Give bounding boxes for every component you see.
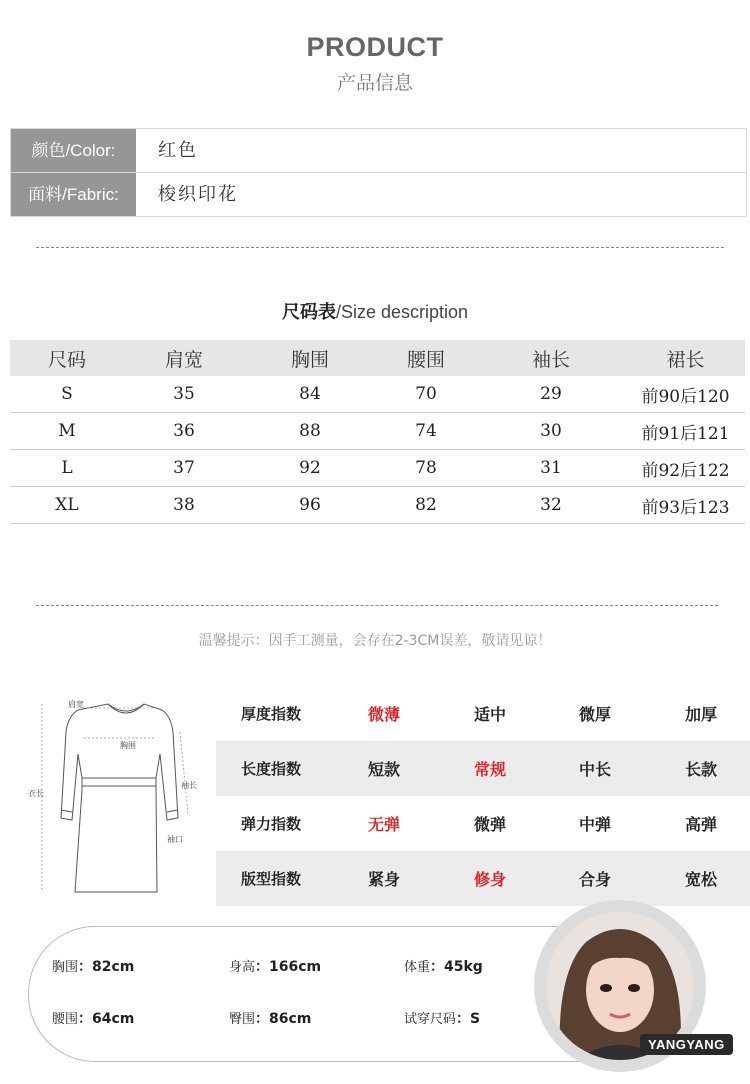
model-waist-value: ：64cm — [78, 1011, 135, 1027]
model-size — [404, 1008, 480, 1028]
attr-option: 短款 — [367, 760, 400, 779]
column-header: 袖长 — [531, 348, 570, 371]
table-cell: L — [61, 458, 73, 478]
model-hip-value: ：86cm — [255, 1011, 312, 1027]
model-chest — [52, 956, 134, 976]
table-cell: 82 — [415, 495, 437, 515]
model-weight-value: ：45kg — [430, 959, 483, 975]
table-row — [10, 376, 745, 413]
attr-name: 版型指数 — [240, 870, 301, 888]
table-row — [10, 450, 745, 487]
size-title-rest: /Size description — [335, 302, 469, 322]
table-cell: 74 — [415, 421, 437, 441]
attr-option-selected: 无弹 — [367, 815, 400, 834]
attr-option: 中弹 — [578, 815, 611, 834]
measurement-tip: 温馨提示：因手工测量，会存在2-3CM误差，敬请见谅！ — [198, 633, 552, 649]
model-name-tag: YANGYANG — [640, 1034, 733, 1055]
product-info-table — [10, 128, 747, 217]
model-chest-label: 胸围 — [52, 960, 79, 975]
page-title: PRODUCT — [306, 32, 444, 62]
size-table — [10, 340, 745, 524]
model-weight-label: 体重 — [404, 960, 431, 975]
table-cell: 35 — [173, 384, 195, 404]
attr-name: 弹力指数 — [240, 815, 301, 833]
size-title-bold: 尺码表 — [281, 302, 336, 322]
table-cell: 36 — [173, 421, 195, 441]
info-value: 梭织印花 — [158, 184, 238, 205]
attr-option: 加厚 — [684, 705, 717, 724]
attr-row-length — [216, 741, 750, 796]
attr-row-thickness — [216, 686, 750, 741]
column-header: 胸围 — [290, 348, 329, 371]
attr-name: 厚度指数 — [240, 705, 301, 723]
model-waist-label: 腰围 — [52, 1012, 79, 1027]
table-row — [10, 487, 745, 524]
divider — [36, 605, 718, 606]
model-height-value: ：166cm — [255, 959, 322, 975]
attr-option: 高弹 — [684, 815, 717, 834]
model-size-value: ：S — [456, 1011, 481, 1027]
divider — [36, 247, 724, 248]
label-cuff: 袖口 — [167, 835, 183, 844]
table-cell: 前90后120 — [641, 386, 730, 407]
attr-option: 紧身 — [367, 870, 400, 889]
info-value: 红色 — [158, 140, 198, 161]
info-label: 颜色/Color: — [11, 129, 136, 172]
column-header: 肩宽 — [164, 348, 203, 371]
info-label: 面料/Fabric: — [11, 173, 136, 216]
model-waist — [52, 1008, 134, 1028]
attr-option: 适中 — [473, 705, 506, 724]
table-cell: 前91后121 — [641, 423, 730, 444]
attr-option: 微厚 — [578, 705, 611, 724]
attr-row-elasticity — [216, 796, 750, 851]
model-chest-value: ：82cm — [78, 959, 135, 975]
dress-diagram — [28, 694, 203, 894]
table-cell: 31 — [540, 458, 562, 478]
table-cell: 38 — [173, 495, 195, 515]
table-cell: 84 — [299, 384, 321, 404]
attr-option: 中长 — [578, 760, 611, 779]
table-cell: 88 — [299, 421, 321, 441]
attr-option-selected: 常规 — [473, 760, 506, 779]
attr-option: 宽松 — [684, 870, 717, 889]
label-shoulder: 肩宽 — [68, 700, 84, 709]
info-row-fabric — [11, 173, 746, 216]
model-hip-label: 臀围 — [229, 1012, 256, 1027]
table-cell: 92 — [299, 458, 321, 478]
attr-option: 合身 — [578, 870, 611, 889]
attr-option-selected: 微薄 — [367, 705, 400, 724]
table-cell: 96 — [299, 495, 321, 515]
attr-name: 长度指数 — [240, 760, 301, 778]
column-header: 尺码 — [47, 348, 86, 371]
size-table-title — [0, 298, 750, 324]
table-row — [10, 413, 745, 450]
attr-option: 长款 — [684, 760, 717, 779]
table-cell: 32 — [540, 495, 562, 515]
label-length: 衣长 — [28, 789, 44, 798]
table-cell: 70 — [415, 384, 437, 404]
model-height-label: 身高 — [229, 960, 256, 975]
attr-option: 微弹 — [473, 815, 506, 834]
table-cell: 前93后123 — [641, 497, 730, 518]
table-cell: M — [58, 421, 76, 441]
attr-row-fit — [216, 851, 750, 906]
table-cell: S — [61, 384, 73, 404]
model-size-label: 试穿尺码 — [404, 1012, 457, 1027]
table-cell: 前92后122 — [641, 460, 730, 481]
table-cell: 30 — [540, 421, 562, 441]
label-sleeve: 袖长 — [181, 781, 197, 790]
model-weight — [404, 956, 483, 976]
table-cell: 29 — [540, 384, 562, 404]
column-header: 裙长 — [666, 348, 705, 371]
label-chest: 胸围 — [120, 741, 136, 750]
model-height — [229, 956, 321, 976]
attr-option-selected: 修身 — [473, 870, 506, 889]
fabric-attribute-table — [216, 686, 750, 906]
page-subtitle: 产品信息 — [336, 72, 413, 94]
table-cell: 37 — [173, 458, 195, 478]
size-table-header — [10, 340, 745, 376]
table-cell: XL — [55, 495, 79, 515]
info-row-color — [11, 129, 746, 173]
column-header: 腰围 — [406, 348, 445, 371]
model-hip — [229, 1008, 311, 1028]
table-cell: 78 — [415, 458, 437, 478]
